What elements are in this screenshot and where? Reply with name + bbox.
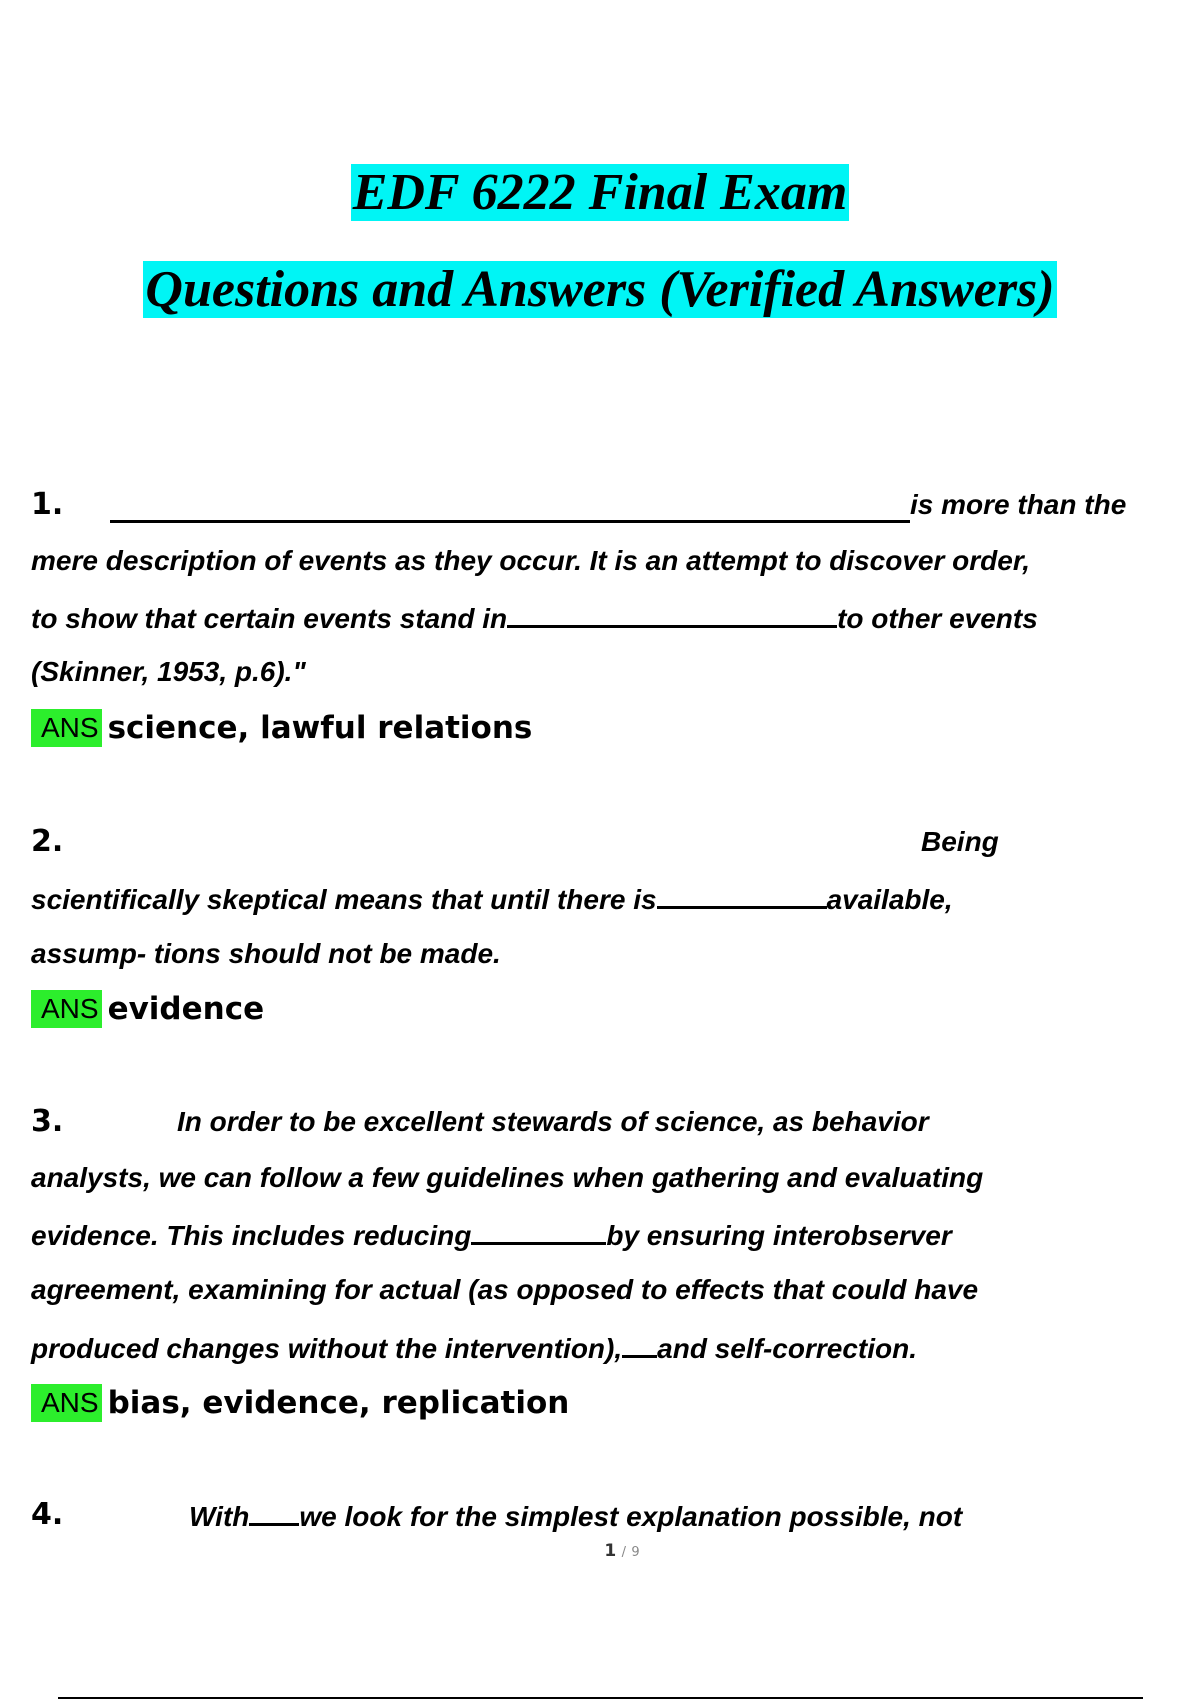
document-subtitle: Questions and Answers (Verified Answers): [145, 261, 1055, 318]
question-4-blank: [249, 1495, 299, 1526]
question-1-answer: [31, 708, 532, 748]
question-1-line-2: mere description of events as they occur. It is an attempt to discover order,: [31, 545, 1030, 576]
question-3-line-5: produced changes without the intervention), and self-correction.: [31, 1327, 917, 1367]
question-2-number: 2.: [31, 824, 64, 859]
question-1-blank-2: [507, 597, 837, 628]
question-3-blank-2: [622, 1327, 657, 1358]
question-2-blank: [657, 878, 827, 909]
document-title: EDF 6222 Final Exam: [352, 164, 848, 221]
question-4-number: 4.: [31, 1497, 64, 1532]
question-3-answer: [31, 1383, 569, 1423]
question-3-line-4: agreement, examining for actual (as opposed to effects that could have: [31, 1274, 979, 1305]
question-3-number: 3.: [31, 1104, 64, 1139]
question-1-line-3: to show that certain events stand in to other events: [31, 597, 1038, 637]
answer-text: bias, evidence, replication: [107, 1385, 570, 1421]
question-1-blank-1: [110, 492, 910, 523]
question-2-line-1: Being: [921, 826, 999, 857]
answer-label: ANS: [31, 990, 102, 1028]
question-3-line-2: analysts, we can follow a few guidelines when gathering and evaluating: [31, 1162, 984, 1193]
answer-label: ANS: [31, 1384, 102, 1422]
answer-text: evidence: [107, 991, 265, 1027]
answer-label: ANS: [31, 709, 102, 747]
question-1-number: 1.: [31, 487, 64, 522]
question-2-line-3: assump- tions should not be made.: [31, 938, 501, 969]
question-3-blank-1: [471, 1214, 606, 1245]
question-2-line-2: scientifically skeptical means that until there is available,: [31, 878, 953, 918]
question-3-line-1: In order to be excellent stewards of science, as behavior: [177, 1106, 929, 1137]
question-2-answer: [31, 989, 264, 1029]
question-3-line-3: evidence. This includes reducing by ensuring interobserver: [31, 1214, 952, 1254]
question-1-line-1: is more than the: [910, 489, 1127, 520]
answer-text: science, lawful relations: [107, 710, 533, 746]
question-1-line-4: (Skinner, 1953, p.6).": [31, 656, 306, 687]
bottom-divider: [58, 1697, 1143, 1699]
question-4-line-1: With we look for the simplest explanation possible, not: [189, 1495, 962, 1535]
page-indicator: 1 / 9: [604, 1541, 640, 1561]
